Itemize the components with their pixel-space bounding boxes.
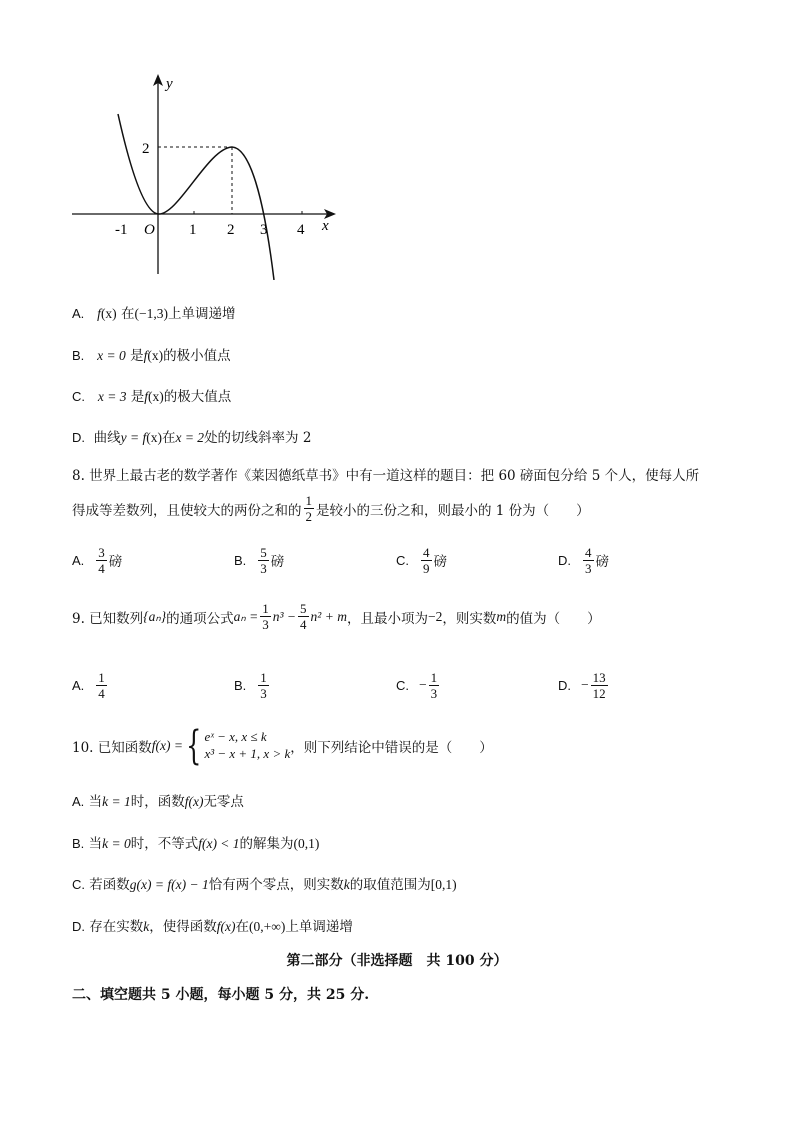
math-expr: m bbox=[496, 608, 507, 624]
math-expr: x = 2 bbox=[175, 430, 205, 445]
option-label: D. bbox=[72, 430, 85, 445]
x-tick-label-4: 4 bbox=[297, 222, 305, 238]
text: 的极大值点 bbox=[163, 389, 232, 405]
origin-label: O bbox=[144, 222, 155, 238]
q7-option-a[interactable] bbox=[72, 302, 235, 322]
fraction-denominator: 2 bbox=[305, 509, 312, 524]
text: 时，函数 bbox=[130, 794, 185, 810]
option-label: A. bbox=[72, 552, 85, 568]
fraction-numerator: 1 bbox=[430, 669, 438, 685]
unit: 磅 bbox=[108, 554, 123, 570]
x-tick-label-2: 2 bbox=[227, 222, 235, 238]
option-sign: − bbox=[581, 677, 589, 692]
fraction-denominator: 3 bbox=[430, 685, 438, 701]
text: 当 bbox=[88, 836, 103, 852]
fraction-numerator: 5 bbox=[260, 544, 267, 560]
math-expr: f(x) < 1 bbox=[198, 836, 240, 851]
text: ，使得函数 bbox=[149, 919, 217, 935]
text: ，则下列结论中错误的是（ ） bbox=[290, 740, 493, 756]
brace: { bbox=[186, 723, 202, 769]
math-expr: x = 0 bbox=[97, 348, 126, 363]
math-expr: k bbox=[143, 919, 150, 934]
q8-option-a[interactable] bbox=[72, 540, 122, 580]
math-expr: n³ − bbox=[272, 608, 297, 624]
text: 9. 已知数列 bbox=[72, 610, 144, 627]
text: 存在实数 bbox=[89, 919, 144, 935]
option-label: B. bbox=[72, 348, 85, 363]
fraction-numerator: 1 bbox=[305, 493, 312, 508]
math-paren: (x) bbox=[148, 389, 164, 404]
fraction-denominator: 3 bbox=[585, 560, 592, 576]
q10-option-a[interactable] bbox=[72, 790, 244, 810]
text: 曲线 bbox=[93, 430, 121, 446]
math-expr: y = f bbox=[120, 430, 147, 445]
math-expr: −2 bbox=[427, 608, 443, 624]
option-fraction bbox=[96, 671, 107, 700]
y-axis-label: y bbox=[166, 76, 173, 92]
math-sequence: {aₙ} bbox=[143, 608, 167, 624]
fraction-denominator: 3 bbox=[260, 685, 267, 701]
q8-stem-line2 bbox=[72, 494, 590, 523]
option-label: C. bbox=[396, 677, 409, 693]
y-tick-label-2: 2 bbox=[142, 141, 150, 157]
text: 是 bbox=[130, 389, 145, 405]
q8-stem-line1: 8. 世界上最古老的数学著作《莱因德纸草书》中有一道这样的题目：把 60 磅面包分给 5 个人，使每人所 bbox=[72, 468, 700, 484]
option-fraction bbox=[421, 546, 432, 575]
option-fraction bbox=[591, 671, 608, 700]
fraction-numerator: 4 bbox=[585, 544, 592, 560]
unit: 磅 bbox=[270, 554, 285, 570]
option-label: D. bbox=[558, 552, 571, 568]
text: 是较小的三份之和，则最小的 1 份为（ ） bbox=[316, 502, 590, 519]
q9-stem bbox=[72, 602, 601, 631]
math-paren: (x) bbox=[100, 306, 117, 321]
option-label: C. bbox=[72, 389, 85, 404]
text: 上单调递增 bbox=[285, 919, 353, 935]
option-label: B. bbox=[72, 836, 85, 851]
q8-option-d[interactable] bbox=[558, 540, 609, 580]
option-label: A. bbox=[72, 677, 85, 693]
q9-option-a[interactable] bbox=[72, 665, 109, 705]
text: 时，不等式 bbox=[130, 836, 199, 852]
text: 的取值范围为 bbox=[349, 877, 431, 893]
q10-stem bbox=[72, 723, 493, 769]
text: 在 bbox=[235, 919, 250, 935]
option-fraction bbox=[258, 671, 269, 700]
text: 恰有两个零点，则实数 bbox=[208, 877, 344, 893]
text: 上单调递增 bbox=[167, 306, 236, 322]
math-expr: k = 0 bbox=[102, 836, 131, 851]
math-expr: f(x) bbox=[184, 794, 204, 809]
x-axis-label: x bbox=[322, 218, 329, 234]
text: 的极小值点 bbox=[163, 348, 231, 364]
option-label: A. bbox=[72, 794, 85, 809]
math-interval: (0,+∞) bbox=[249, 919, 286, 934]
option-sign: − bbox=[419, 677, 427, 692]
fraction-five-fourths bbox=[298, 602, 309, 631]
q8-options bbox=[72, 540, 712, 580]
q10-option-d[interactable] bbox=[72, 915, 353, 935]
text: 10. 已知函数 bbox=[72, 740, 152, 756]
text: ，且最小项为 bbox=[346, 610, 428, 627]
option-label: B. bbox=[234, 552, 247, 568]
option-label: D. bbox=[72, 919, 85, 934]
fraction-denominator: 4 bbox=[300, 617, 307, 632]
text: 得成等差数列，且使较大的两份之和的 bbox=[72, 502, 302, 519]
option-fraction bbox=[258, 546, 269, 575]
text: 是 bbox=[130, 348, 144, 364]
math-f: f bbox=[97, 306, 101, 321]
text: 的通项公式 bbox=[166, 610, 234, 627]
math-f: f bbox=[143, 348, 148, 363]
math-expr: aₙ = bbox=[233, 608, 259, 624]
section-subheading: 二、填空题共 5 小题，每小题 5 分，共 25 分. bbox=[72, 987, 370, 1003]
math-expr: g(x) = f(x) − 1 bbox=[129, 877, 209, 892]
q7-option-d[interactable] bbox=[72, 426, 311, 446]
x-tick-label-1: 1 bbox=[189, 222, 197, 238]
text: 在 bbox=[120, 306, 135, 322]
fraction-numerator: 1 bbox=[98, 669, 105, 685]
case-2: x³ − x + 1, x > k bbox=[204, 746, 291, 761]
q8-option-b[interactable] bbox=[234, 540, 284, 580]
q7-option-b[interactable] bbox=[72, 344, 231, 364]
math-paren: (x) bbox=[146, 430, 162, 445]
fraction-one-third bbox=[260, 602, 271, 631]
fraction-denominator: 4 bbox=[98, 685, 105, 701]
q9-option-c[interactable] bbox=[396, 665, 441, 705]
option-label: C. bbox=[396, 552, 409, 568]
fraction-denominator: 4 bbox=[98, 560, 105, 576]
option-fraction bbox=[583, 546, 594, 575]
text: 的值为（ ） bbox=[506, 610, 601, 627]
option-label: D. bbox=[558, 677, 571, 693]
math-f: f bbox=[144, 389, 149, 404]
q10-option-c[interactable] bbox=[72, 873, 457, 893]
text: ，则实数 bbox=[442, 610, 497, 627]
math-interval: (−1,3) bbox=[134, 306, 168, 321]
fraction-half bbox=[304, 494, 315, 523]
text: 当 bbox=[88, 794, 103, 810]
math-paren: (x) bbox=[147, 348, 164, 363]
fraction-denominator: 9 bbox=[423, 560, 430, 576]
fraction-numerator: 1 bbox=[260, 669, 267, 685]
option-fraction bbox=[96, 546, 107, 575]
fraction-numerator: 5 bbox=[300, 601, 307, 616]
fraction-denominator: 3 bbox=[260, 560, 267, 576]
option-label: B. bbox=[234, 677, 247, 693]
q9-option-b[interactable] bbox=[234, 665, 271, 705]
math-expr: n² + m bbox=[310, 608, 347, 624]
fraction-numerator: 3 bbox=[98, 544, 105, 560]
cases bbox=[204, 729, 290, 763]
unit: 磅 bbox=[595, 554, 609, 570]
fraction-numerator: 4 bbox=[423, 544, 430, 560]
case-1: eˣ − x, x ≤ k bbox=[204, 729, 267, 745]
fraction-numerator: 1 bbox=[262, 601, 269, 616]
unit: 磅 bbox=[433, 554, 447, 570]
option-label: C. bbox=[72, 877, 85, 892]
q9-option-d[interactable] bbox=[558, 665, 610, 705]
math-expr: k = 1 bbox=[102, 794, 131, 809]
math-expr: f(x) bbox=[216, 919, 236, 934]
q8-option-c[interactable] bbox=[396, 540, 447, 580]
function-graph bbox=[68, 68, 348, 280]
fraction-denominator: 12 bbox=[592, 685, 606, 701]
q9-options bbox=[72, 665, 712, 705]
section-heading: 第二部分（非选择题 共 100 分） bbox=[286, 953, 508, 969]
text: 的解集为 bbox=[239, 836, 294, 852]
piecewise bbox=[183, 723, 291, 769]
fraction-numerator: 13 bbox=[592, 669, 606, 685]
fraction-denominator: 3 bbox=[262, 617, 269, 632]
math-expr: k bbox=[343, 877, 350, 892]
option-fraction bbox=[429, 671, 440, 700]
math-interval: [0,1) bbox=[430, 877, 457, 892]
text: 若函数 bbox=[89, 877, 130, 893]
option-label: A. bbox=[72, 306, 85, 321]
q7-option-c[interactable] bbox=[72, 385, 231, 405]
text: 在 bbox=[161, 430, 176, 446]
text: 处的切线斜率为 2 bbox=[204, 430, 312, 446]
x-tick-label-neg1: -1 bbox=[115, 222, 128, 238]
q10-option-b[interactable] bbox=[72, 832, 319, 852]
function-curve bbox=[118, 114, 274, 280]
math-expr: x = 3 bbox=[97, 389, 127, 404]
x-tick-label-3: 3 bbox=[260, 222, 268, 238]
text: 无零点 bbox=[203, 794, 244, 810]
math-expr: f(x) = bbox=[151, 738, 183, 753]
math-interval: (0,1) bbox=[293, 836, 320, 851]
